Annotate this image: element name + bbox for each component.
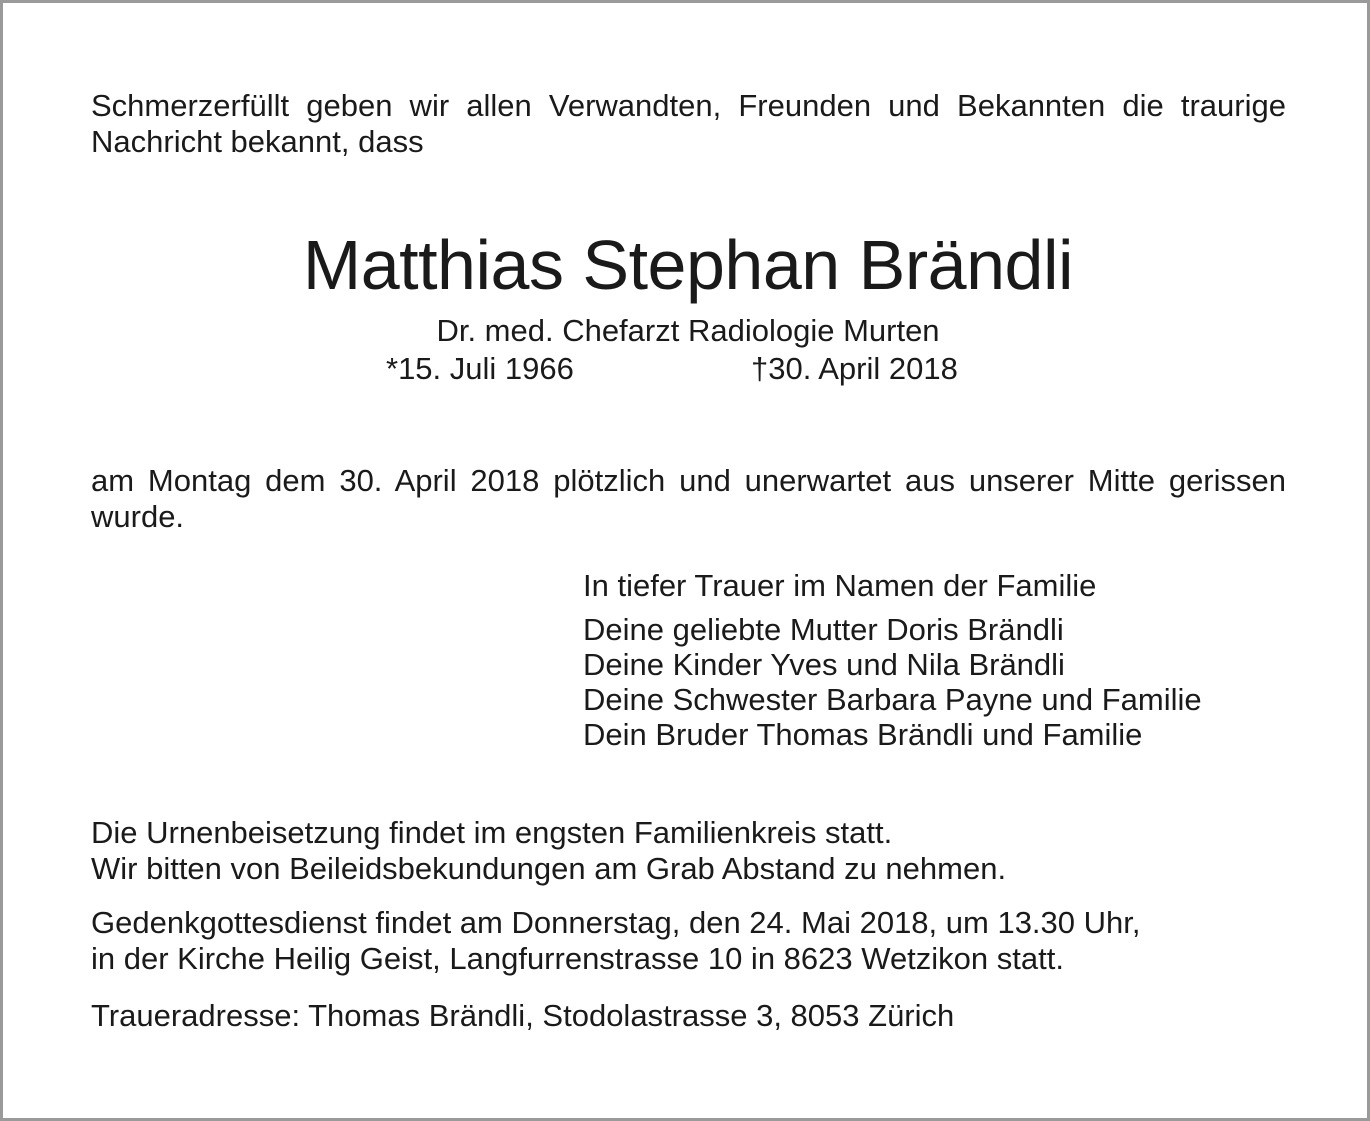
- memorial-line: in der Kirche Heilig Geist, Langfurrenstrasse 10 in 8623 Wetzikon statt.: [91, 941, 1064, 976]
- burial-notice: [91, 815, 1291, 887]
- family-member: Deine geliebte Mutter Doris Brändli: [583, 612, 1064, 647]
- birth-date: *15. Juli 1966: [386, 351, 574, 386]
- address-line: Traueradresse: Thomas Brändli, Stodolastrasse 3, 8053 Zürich: [91, 998, 955, 1033]
- mourning-address: [91, 998, 1291, 1034]
- family-heading: In tiefer Trauer im Namen der Familie: [583, 568, 1097, 603]
- death-date: †30. April 2018: [751, 351, 958, 386]
- body-text: am Montag dem 30. April 2018 plötzlich und unerwartet aus unserer Mitte gerissen wurde.: [91, 463, 1286, 534]
- memorial-service-notice: [91, 905, 1291, 977]
- deceased-name: Matthias Stephan Brändli: [302, 226, 1074, 304]
- family-member: Deine Kinder Yves und Nila Brändli: [583, 647, 1065, 682]
- memorial-line: Gedenkgottesdienst findet am Donnerstag, den 24. Mai 2018, um 13.30 Uhr,: [91, 905, 1141, 940]
- burial-line: Wir bitten von Beileidsbekundungen am Grab Abstand zu nehmen.: [91, 851, 1007, 886]
- family-member: Deine Schwester Barbara Payne und Familie: [583, 682, 1202, 717]
- intro-text: Schmerzerfüllt geben wir allen Verwandten, Freunden und Bekannten die traurige Nachricht bekannt, dass: [91, 88, 1286, 159]
- family-signature: [583, 568, 1202, 752]
- burial-line: Die Urnenbeisetzung findet im engsten Familienkreis statt.: [91, 815, 893, 850]
- family-member: Dein Bruder Thomas Brändli und Familie: [583, 717, 1143, 752]
- deceased-title: Dr. med. Chefarzt Radiologie Murten: [436, 313, 940, 348]
